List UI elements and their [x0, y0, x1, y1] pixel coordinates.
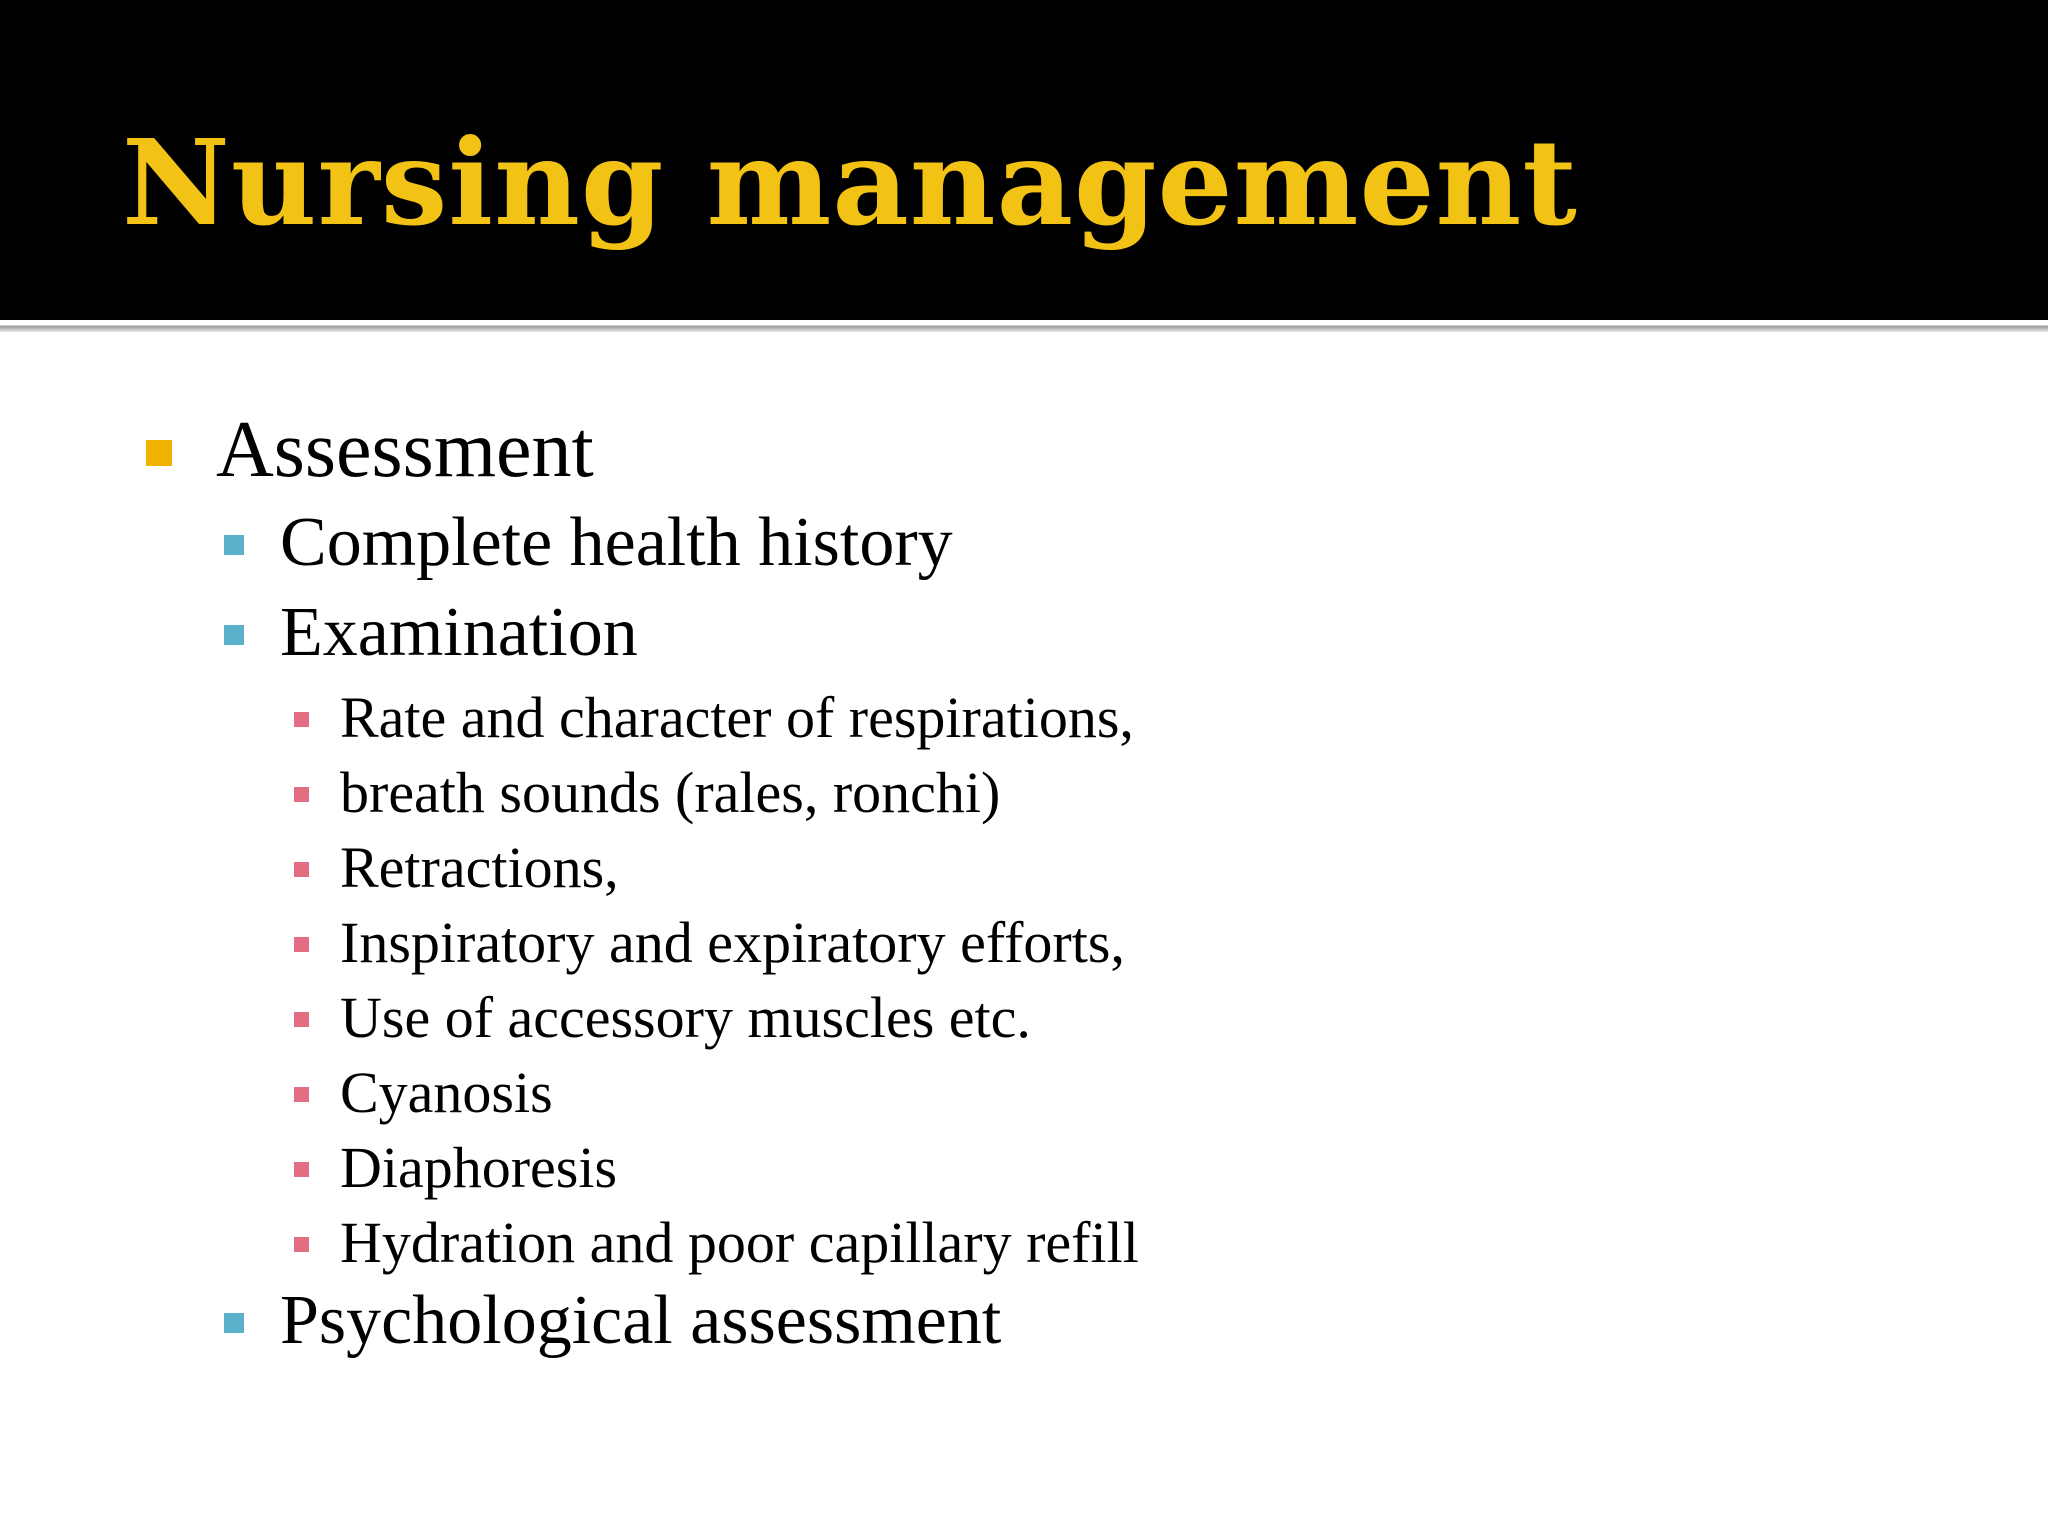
- square-bullet-icon: [294, 1162, 309, 1177]
- list-item-text: breath sounds (rales, ronchi): [340, 760, 1001, 825]
- list-item: [340, 980, 1031, 1055]
- square-bullet-icon: [294, 787, 309, 802]
- list-item-examination: [280, 588, 638, 678]
- square-bullet-icon: [294, 1237, 309, 1252]
- list-item-assessment: [216, 400, 594, 500]
- slide-title: Nursing management: [122, 113, 1578, 252]
- title-divider: [0, 320, 2048, 332]
- list-item-text: Cyanosis: [340, 1060, 553, 1125]
- list-item-text: Inspiratory and expiratory efforts,: [340, 910, 1125, 975]
- list-item-text: Retractions,: [340, 835, 619, 900]
- title-bar: [0, 0, 2048, 320]
- list-item-health-history: [280, 498, 953, 588]
- square-bullet-icon: [224, 535, 244, 555]
- square-bullet-icon: [224, 625, 244, 645]
- list-item: [340, 905, 1125, 980]
- square-bullet-icon: [294, 712, 309, 727]
- square-bullet-icon: [294, 1012, 309, 1027]
- square-bullet-icon: [224, 1313, 244, 1333]
- list-item: [340, 1055, 553, 1130]
- list-item-text: Complete health history: [280, 504, 953, 581]
- list-item: [340, 755, 1000, 830]
- list-item-text: Hydration and poor capillary refill: [340, 1210, 1139, 1275]
- list-item-text: Assessment: [216, 406, 594, 494]
- list-item: [340, 680, 1134, 755]
- square-bullet-icon: [294, 937, 309, 952]
- list-item: [340, 1205, 1139, 1280]
- list-item-text: Psychological assessment: [280, 1282, 1002, 1359]
- list-item-text: Rate and character of respirations,: [340, 685, 1134, 750]
- list-item-text: Use of accessory muscles etc.: [340, 985, 1031, 1050]
- square-bullet-icon: [294, 1087, 309, 1102]
- list-item: [340, 1130, 617, 1205]
- square-bullet-icon: [146, 440, 172, 466]
- list-item-text: Examination: [280, 594, 638, 671]
- square-bullet-icon: [294, 862, 309, 877]
- list-item-text: Diaphoresis: [340, 1135, 618, 1200]
- list-item-psychological-assessment: [280, 1276, 1001, 1366]
- list-item: [340, 830, 619, 905]
